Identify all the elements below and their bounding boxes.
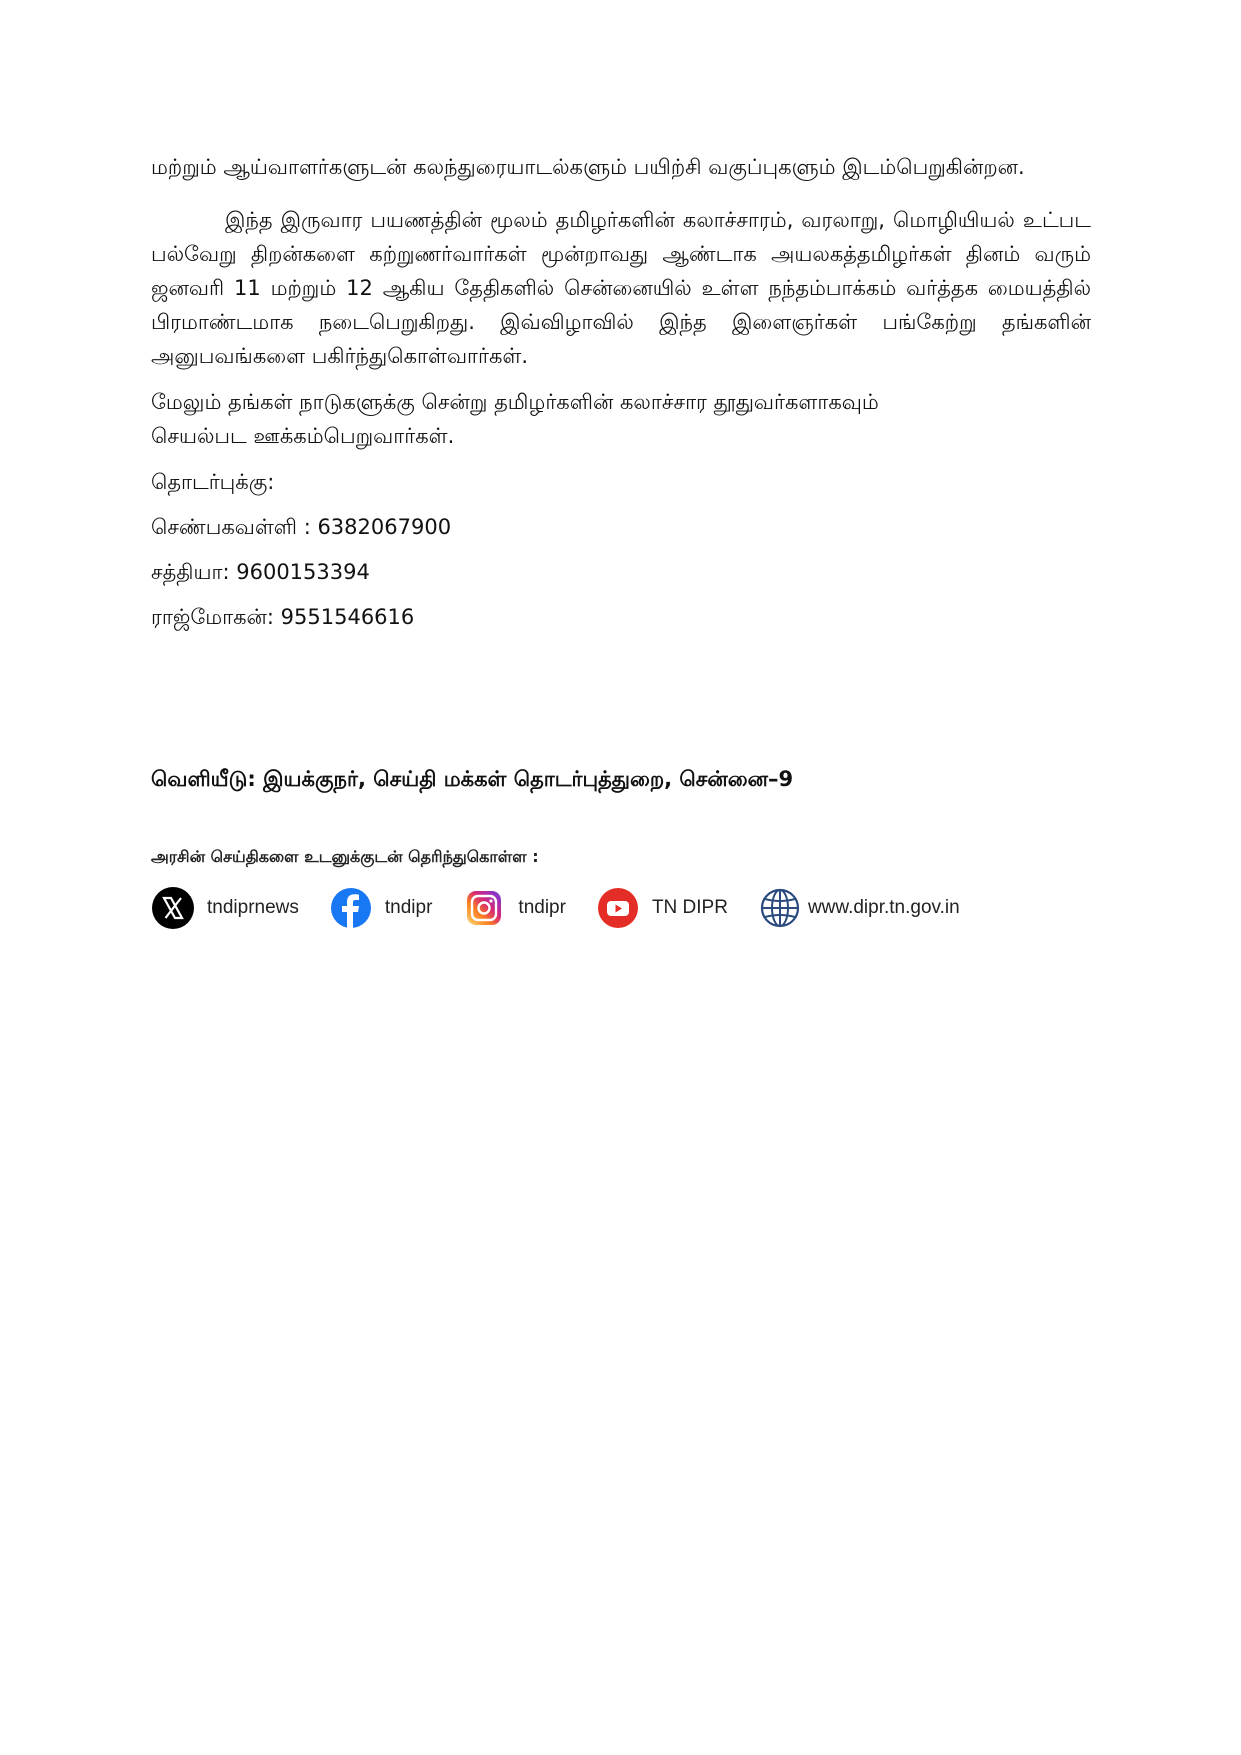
social-link-youtube[interactable] [596,886,728,930]
social-label-website: www.dipr.tn.gov.in [807,897,960,918]
paragraph-1: மற்றும் ஆய்வாளர்களுடன் கலந்துரையாடல்களும் பயிற்சி வகுப்புகளும் இடம்பெறுகின்றன. [151,155,1025,179]
instagram-icon [462,886,506,930]
paragraph-3-line-1: மேலும் தங்கள் நாடுகளுக்கு சென்று தமிழர்களின் கலாச்சார தூதுவர்களாகவும் [151,390,879,414]
contacts-heading: தொடர்புக்கு: [151,470,275,494]
youtube-icon [596,886,640,930]
social-links-bar [151,886,990,930]
social-label-youtube: TN DIPR [651,897,728,918]
social-label-x: tndiprnews [207,897,299,918]
social-label-facebook: tndipr [384,897,433,918]
contact-item: செண்பகவள்ளி : 6382067900 [151,515,452,539]
paragraph-3-line-2: செயல்பட ஊக்கம்பெறுவார்கள். [151,424,455,448]
social-label-instagram: tndipr [518,897,566,918]
x-icon [151,886,195,930]
globe-icon [758,886,802,930]
contact-item: ராஜ்மோகன்: 9551546616 [151,605,415,629]
social-link-website[interactable] [758,886,960,930]
social-link-facebook[interactable] [329,886,433,930]
follow-caption: அரசின் செய்திகளை உடனுக்குடன் தெரிந்துகொள்ள : [151,847,539,866]
social-link-instagram[interactable] [462,886,566,930]
social-link-x[interactable] [151,886,299,930]
release-line: வெளியீடு: இயக்குநர், செய்தி மக்கள் தொடர்புத்துறை, சென்னை–9 [151,767,794,791]
contact-item: சத்தியா: 9600153394 [151,560,370,584]
paragraph-2: இந்த இருவார பயணத்தின் மூலம் தமிழர்களின் கலாச்சாரம், வரலாறு, மொழியியல் உட்பட பல்வேறு திறன்களை கற்றுணர்வார்கள் மூன்றாவது ஆண்டாக அயலகத்தமிழர்கள் தினம் வரும் ஜனவரி 11 மற்றும் 12 ஆகிய தேதிகளில் சென்னையில் உள்ள நந்தம்பாக்கம் வர்த்தக மையத்தில் பிரமாண்டமாக நடைபெறுகிறது. இவ்விழாவில் இந்த இளைஞர்கள் பங்கேற்று தங்களின் அனுபவங்களை பகிர்ந்துகொள்வார்கள். [151,208,1092,368]
document-body [151,150,1091,645]
facebook-icon [329,886,373,930]
